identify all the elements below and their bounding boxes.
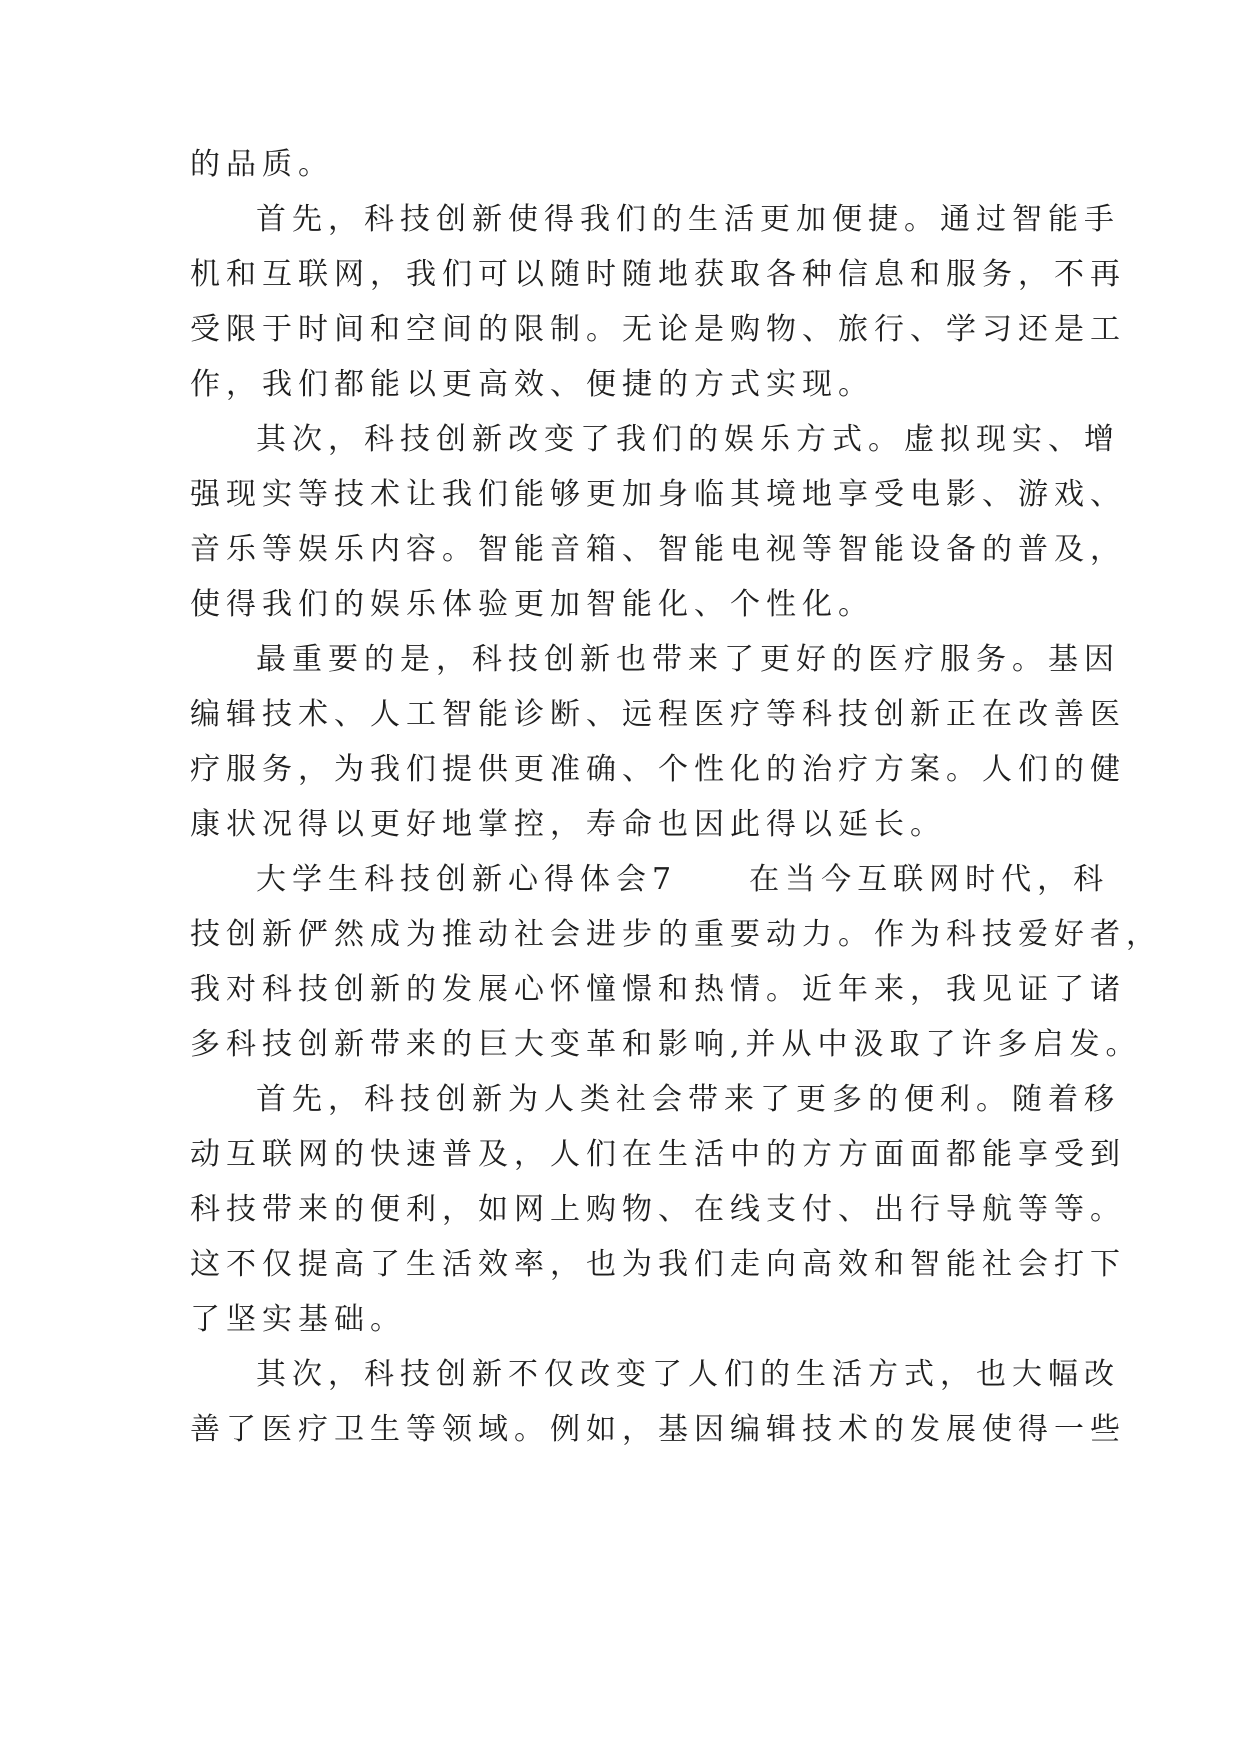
paragraph-first-line: 首先，科技创新为人类社会带来了更多的便利。随着移 (256, 1082, 1120, 1117)
text-line: 多科技创新带来的巨大变革和影响,并从中汲取了许多启发。 (190, 1027, 1142, 1062)
paragraph-first-line: 其次，科技创新不仅改变了人们的生活方式，也大幅改 (256, 1357, 1120, 1392)
text-line: 我对科技创新的发展心怀憧憬和热情。近年来，我见证了诸 (190, 972, 1126, 1007)
text-line: 善了医疗卫生等领域。例如，基因编辑技术的发展使得一些 (190, 1412, 1126, 1447)
text-line: 编辑技术、人工智能诊断、远程医疗等科技创新正在改善医 (190, 697, 1126, 732)
paragraph-first-line: 首先，科技创新使得我们的生活更加便捷。通过智能手 (256, 202, 1120, 237)
text-line: 音乐等娱乐内容。智能音箱、智能电视等智能设备的普及， (190, 532, 1126, 567)
text-line: 的品质。 (190, 147, 334, 182)
text-line: 这不仅提高了生活效率，也为我们走向高效和智能社会打下 (190, 1247, 1126, 1282)
text-line: 科技带来的便利，如网上购物、在线支付、出行导航等等。 (190, 1192, 1126, 1227)
text-line: 机和互联网，我们可以随时随地获取各种信息和服务，不再 (190, 257, 1126, 292)
text-line: 强现实等技术让我们能够更加身临其境地享受电影、游戏、 (190, 477, 1126, 512)
text-line: 作，我们都能以更高效、便捷的方式实现。 (190, 367, 874, 402)
paragraph-first-line: 其次，科技创新改变了我们的娱乐方式。虚拟现实、增 (256, 422, 1120, 457)
text-line: 康状况得以更好地掌控，寿命也因此得以延长。 (190, 807, 946, 842)
text-line: 动互联网的快速普及，人们在生活中的方方面面都能享受到 (190, 1137, 1126, 1172)
text-line: 疗服务，为我们提供更准确、个性化的治疗方案。人们的健 (190, 752, 1126, 787)
text-line: 了坚实基础。 (190, 1302, 406, 1337)
section-heading-line: 大学生科技创新心得体会7 在当今互联网时代，科 (256, 862, 1110, 897)
text-line: 技创新俨然成为推动社会进步的重要动力。作为科技爱好者， (190, 917, 1162, 952)
text-line: 使得我们的娱乐体验更加智能化、个性化。 (190, 587, 874, 622)
paragraph-first-line: 最重要的是，科技创新也带来了更好的医疗服务。基因 (256, 642, 1120, 677)
text-line: 受限于时间和空间的限制。无论是购物、旅行、学习还是工 (190, 312, 1126, 347)
